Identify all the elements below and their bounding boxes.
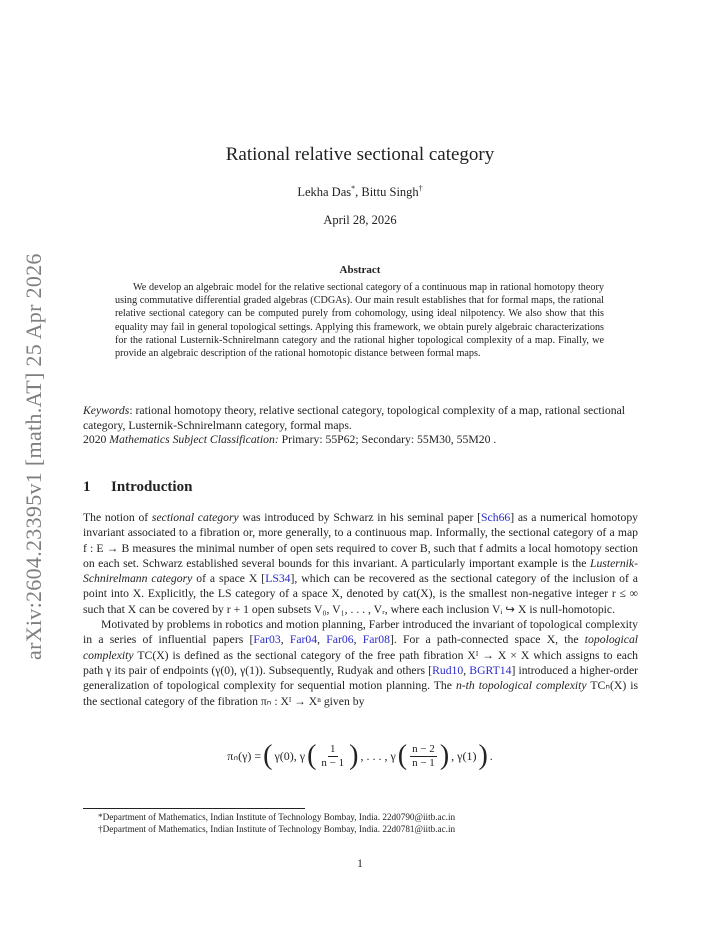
paper-title: Rational relative sectional category <box>225 144 495 165</box>
keywords <box>83 403 638 433</box>
citation-link[interactable]: Rud10 <box>432 663 464 677</box>
equation-term: γ(0), γ <box>274 748 306 763</box>
citation-link[interactable]: BGRT14 <box>469 663 512 677</box>
paragraph-1 <box>83 510 638 617</box>
arxiv-id: arXiv:2604.23395v1 [math.AT] 25 Apr 2026 <box>21 253 46 660</box>
text-run: ] introduced a higher-order generalization of topological complexity for sequential motion planning. The <box>83 663 639 693</box>
citation-link[interactable]: Far04 <box>289 633 318 647</box>
keywords-text: : rational homotopy theory, relative sectional category, topological complexity of a map, rational sectional category, Lusternik-Schnirelmann category, formal maps. <box>83 404 626 432</box>
abstract-heading: Abstract <box>339 264 381 276</box>
msc-year: 2020 <box>83 433 110 446</box>
display-equation <box>0 742 720 770</box>
msc-text: Primary: 55P62; Secondary: 55M30, 55M20 . <box>278 433 497 446</box>
right-paren: ) <box>478 740 488 771</box>
author-1: Lekha Das <box>297 185 352 200</box>
text-run: was introduced by Schwarz in his seminal paper [ <box>238 511 482 524</box>
left-paren: ( <box>397 740 408 771</box>
separator: , <box>317 633 327 647</box>
footnote-1: *Department of Mathematics, Indian Institute of Technology Bombay, India. 22d0790@iitb.ac.in <box>98 812 456 822</box>
fraction <box>319 743 346 770</box>
citation-link[interactable]: Sch66 <box>481 511 511 524</box>
emphasis: n-th topological complexity <box>455 679 587 693</box>
msc-label: Mathematics Subject Classification: <box>109 433 279 446</box>
msc-classification <box>83 433 496 446</box>
footnote-2: †Department of Mathematics, Indian Institute of Technology Bombay, India. 22d0781@iitb.ac.in <box>98 824 456 834</box>
left-paren: ( <box>263 740 273 771</box>
fraction <box>410 743 437 770</box>
text-run: TC(X) is defined as the sectional category of the free path fibration Xᴵ → X × X which assigns to each path γ its pair of endpoints (γ(0), γ(1)). Subsequently, Rudyak and others [ <box>83 648 638 677</box>
citation-link[interactable]: Far03 <box>253 633 281 647</box>
citation-link[interactable]: Far08 <box>362 633 390 647</box>
paper-date: April 28, 2026 <box>323 213 397 227</box>
separator: , <box>280 633 290 647</box>
emphasis: topological complexity <box>83 633 639 662</box>
citation-link[interactable]: Far06 <box>326 633 354 647</box>
equation-lhs: πₙ(γ) = <box>227 748 262 763</box>
right-paren: ) <box>349 740 359 771</box>
right-paren: ) <box>439 740 450 771</box>
section-title: Introduction <box>111 479 193 495</box>
numerator: 1 <box>330 742 336 755</box>
text-run: Motivated by problems in robotics and motion planning, Farber introduced the invariant of topological complexity in a series of influential papers [ <box>83 618 638 647</box>
authors-line <box>0 184 720 200</box>
keywords-label: Keywords <box>83 404 130 417</box>
body-text <box>83 510 638 709</box>
section-heading <box>83 479 192 496</box>
section-number: 1 <box>83 479 91 495</box>
author-2-mark: † <box>418 184 423 193</box>
emphasis: Lusternik-Schnirelmann category <box>83 556 638 586</box>
footnote-rule <box>83 808 305 809</box>
text-run: of a space X [ <box>192 572 266 586</box>
emphasis: sectional category <box>151 511 239 524</box>
denominator: n − 1 <box>321 756 345 769</box>
author-1-mark: * <box>351 184 356 193</box>
separator: , <box>353 633 363 647</box>
numerator: n − 2 <box>412 742 435 755</box>
author-separator: , <box>355 185 362 200</box>
author-2: Bittu Singh <box>361 185 419 200</box>
abstract-text: We develop an algebraic model for the relative sectional category of a continuous map in rational homotopy theory using commutative differential graded algebras (CDGAs). Our main result establishes that for formal maps, the rational relative sectional category can be computed purely from cohomology, using ideal nilpotency. We also show that this equality may fail in general topological settings. Applying this framework, we obtain purely algebraic characterizations for the rational Lusternik-Schnirelmann category and the rational higher topological complexity of a map. Finally, we provide an algebraic description of the rational homotopic distance between formal maps. <box>115 282 604 360</box>
equation-term: , . . . , γ <box>360 748 396 763</box>
citation-link[interactable]: LS34 <box>265 572 291 586</box>
text-run: ] as a numerical homotopy invariant associated to a fibration or, more generally, to a continuous map. Informally, the sectional category of a map f : E → B measures the minimal number of open sets required to cover B, such that f admits a local homotopy section on each set. Schwarz established several bounds for this invariant. A particularly important example is the <box>83 511 639 570</box>
text-run: TCₙ(X) is the sectional category of the fibration πₙ : Xᴵ → Xⁿ given by <box>83 679 638 708</box>
left-paren: ( <box>307 740 317 771</box>
denominator: n − 1 <box>412 756 435 769</box>
text-run: The notion of <box>83 511 152 524</box>
text-run: ]. For a path-connected space X, the <box>390 633 585 647</box>
text-run: ], which can be recovered as the sectional category of the inclusion of a point into X. Explicitly, the LS category of a space X, denoted by cat(X), is the smallest non-negative integer r ≤ ∞ such that X can be covered by r + 1 open subsets V₀, V₁, . . . , Vᵣ, where each inclusion Vᵢ ↪ X is null-homotopic. <box>83 572 638 616</box>
equation-period: . <box>489 748 493 763</box>
paragraph-2 <box>83 617 638 709</box>
page-number: 1 <box>357 858 363 870</box>
separator: , <box>463 663 470 677</box>
equation-term: , γ(1) <box>451 748 477 763</box>
